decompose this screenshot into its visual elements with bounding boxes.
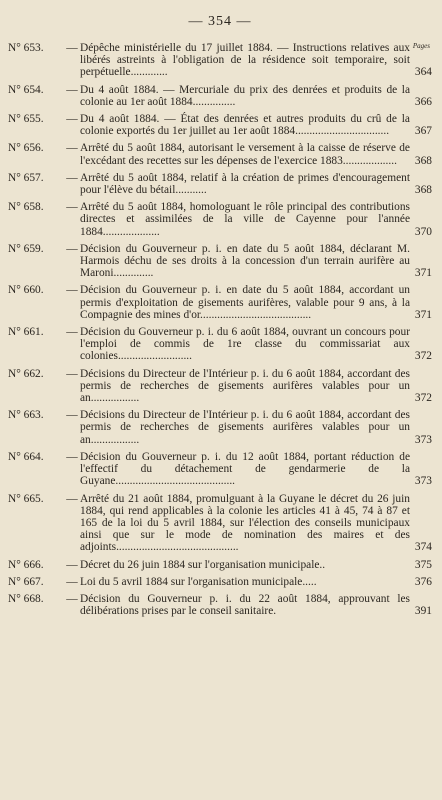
entry-text: Arrêté du 5 août 1884, homologuant le rôle principal des contributions directes et assimilées de la ville de Cayenne pour l'année 1884.................... — [80, 201, 410, 238]
entry-text: Du 4 août 1884. — Mercuriale du prix des denrées et produits de la colonie au 1er août 1884............... — [80, 83, 410, 108]
toc-entry — [8, 172, 432, 196]
entry-text: Loi du 5 avril 1884 sur l'organisation municipale..... — [80, 575, 317, 588]
entry-number: N° 666. — [8, 558, 44, 571]
entry-dash: — — [66, 492, 78, 505]
entry-text: Décisions du Directeur de l'Intérieur p. i. du 6 août 1884, accordant des permis de recherches de gisements aurifères valables pour un an................. — [80, 409, 410, 446]
entry-text: Décisions du Directeur de l'Intérieur p. i. du 6 août 1884, accordant des permis de recherches de gisements aurifères valables pour un an................. — [80, 367, 410, 405]
entry-text: Décision du Gouverneur p. i. en date du 5 août 1884, accordant un permis d'exploitation de gisements aurifères, valable pour 9 ans, à la Compagnie des mines d'or....................................... — [80, 284, 410, 321]
entry-dash: — — [66, 575, 78, 588]
entry-dash: — — [66, 201, 78, 214]
entry-page-ref: 371 — [414, 308, 432, 321]
toc-entry — [8, 113, 432, 137]
toc-entry — [8, 201, 432, 238]
entry-page-ref: 372 — [414, 350, 432, 363]
entry-text: Dépêche ministérielle du 17 juillet 1884. — Instructions relatives aux libérés astreints à l'obligation de la résidence soit temporaire, soit perpétuelle............. — [80, 42, 410, 79]
entry-dash: — — [66, 171, 78, 184]
entry-page-ref: 371 — [414, 267, 432, 280]
toc-entry — [8, 284, 432, 321]
entry-page-ref: 373 — [414, 475, 432, 488]
toc-entry — [8, 593, 432, 617]
entry-page-ref: 373 — [414, 433, 432, 446]
entry-page-ref: 391 — [414, 605, 432, 618]
entry-dash: — — [66, 142, 78, 155]
entry-page-ref: 366 — [414, 95, 432, 108]
toc-entry — [8, 42, 432, 79]
entry-number: N° 661. — [8, 326, 44, 339]
toc-entry — [8, 409, 432, 446]
entry-dash: — — [66, 326, 78, 339]
toc-entry — [8, 451, 432, 488]
entry-number: N° 656. — [8, 142, 44, 155]
entry-page-ref: 372 — [414, 392, 432, 405]
entry-number: N° 659. — [8, 242, 44, 255]
entry-dash: — — [66, 83, 78, 96]
entry-text: Décision du Gouverneur p. i. du 12 août 1884, portant réduction de l'effectif du détachement de gendarmerie de la Guyane.......................................... — [80, 450, 410, 488]
entry-number: N° 655. — [8, 113, 44, 126]
entry-text: Décision du Gouverneur p. i. du 22 août 1884, approuvant les délibérations prises par le conseil sanitaire. — [80, 592, 410, 618]
entry-page-ref: 367 — [414, 125, 432, 138]
toc-entry — [8, 559, 432, 571]
entry-page-ref: 374 — [414, 541, 432, 554]
entry-text: Arrêté du 5 août 1884, autorisant le versement à la caisse de réserve de l'excédant des recettes sur les dépenses de l'exercice 1883................... — [80, 142, 410, 167]
entry-dash: — — [66, 592, 78, 605]
entry-number: N° 665. — [8, 492, 44, 505]
entry-page-ref: 368 — [414, 184, 432, 197]
entry-number: N° 660. — [8, 284, 44, 297]
page-number: — 354 — — [188, 14, 252, 29]
pages-column-label: Pages — [412, 42, 430, 50]
entry-dash: — — [66, 558, 78, 571]
entry-dash: — — [66, 113, 78, 126]
entry-text: Décret du 26 juin 1884 sur l'organisation municipale.. — [80, 558, 326, 571]
entry-page-ref: 368 — [414, 154, 432, 167]
toc-entry — [8, 326, 432, 363]
entry-number: N° 668. — [8, 592, 44, 605]
entry-number: N° 653. — [8, 42, 44, 54]
entry-number: N° 663. — [8, 409, 44, 422]
entry-dash: — — [66, 284, 78, 297]
entry-text: Arrêté du 21 août 1884, promulguant à la Guyane le décret du 26 juin 1884, qui rend applicables à la colonie les articles 41 à 45, 74 à 87 et 165 de la loi du 5 avril 1884, sur l'élection des conseils municipaux ainsi que sur le mode de nomination des maires et des adjoints........................................... — [80, 492, 410, 554]
entry-dash: — — [66, 450, 78, 463]
entry-dash: — — [66, 42, 78, 54]
entry-page-ref: 370 — [414, 225, 432, 238]
table-of-contents — [8, 42, 432, 617]
toc-entry — [8, 84, 432, 108]
entry-number: N° 658. — [8, 201, 44, 214]
entry-text: Du 4 août 1884. — État des denrées et autres produits du crû de la colonie exportés du 1er juillet au 1er août 1884................................. — [80, 113, 410, 138]
entry-text: Arrêté du 5 août 1884, relatif à la création de primes d'encouragement pour l'élève du bétail........... — [80, 171, 410, 197]
entry-text: Décision du Gouverneur p. i. en date du 5 août 1884, déclarant M. Harmois déchu de ses droits à la concession d'un terrain aurifère au Maroni.............. — [80, 242, 410, 280]
entry-number: N° 667. — [8, 575, 44, 588]
entry-number: N° 657. — [8, 171, 44, 184]
entry-page-ref: 375 — [414, 558, 432, 571]
entry-page-ref: 376 — [414, 575, 432, 588]
entry-dash: — — [66, 367, 78, 380]
entry-number: N° 662. — [8, 367, 44, 380]
toc-entry — [8, 493, 432, 554]
entry-text: Décision du Gouverneur p. i. du 6 août 1884, ouvrant un concours pour l'emploi de commis de 1re classe du commissariat aux colonies.......................... — [80, 326, 410, 363]
entry-dash: — — [66, 242, 78, 255]
entry-dash: — — [66, 409, 78, 422]
toc-entry — [8, 243, 432, 280]
entry-page-ref: 364 — [414, 66, 432, 79]
entry-number: N° 654. — [8, 83, 44, 96]
toc-entry — [8, 576, 432, 588]
entry-number: N° 664. — [8, 450, 44, 463]
toc-entry — [8, 368, 432, 405]
toc-entry — [8, 142, 432, 166]
